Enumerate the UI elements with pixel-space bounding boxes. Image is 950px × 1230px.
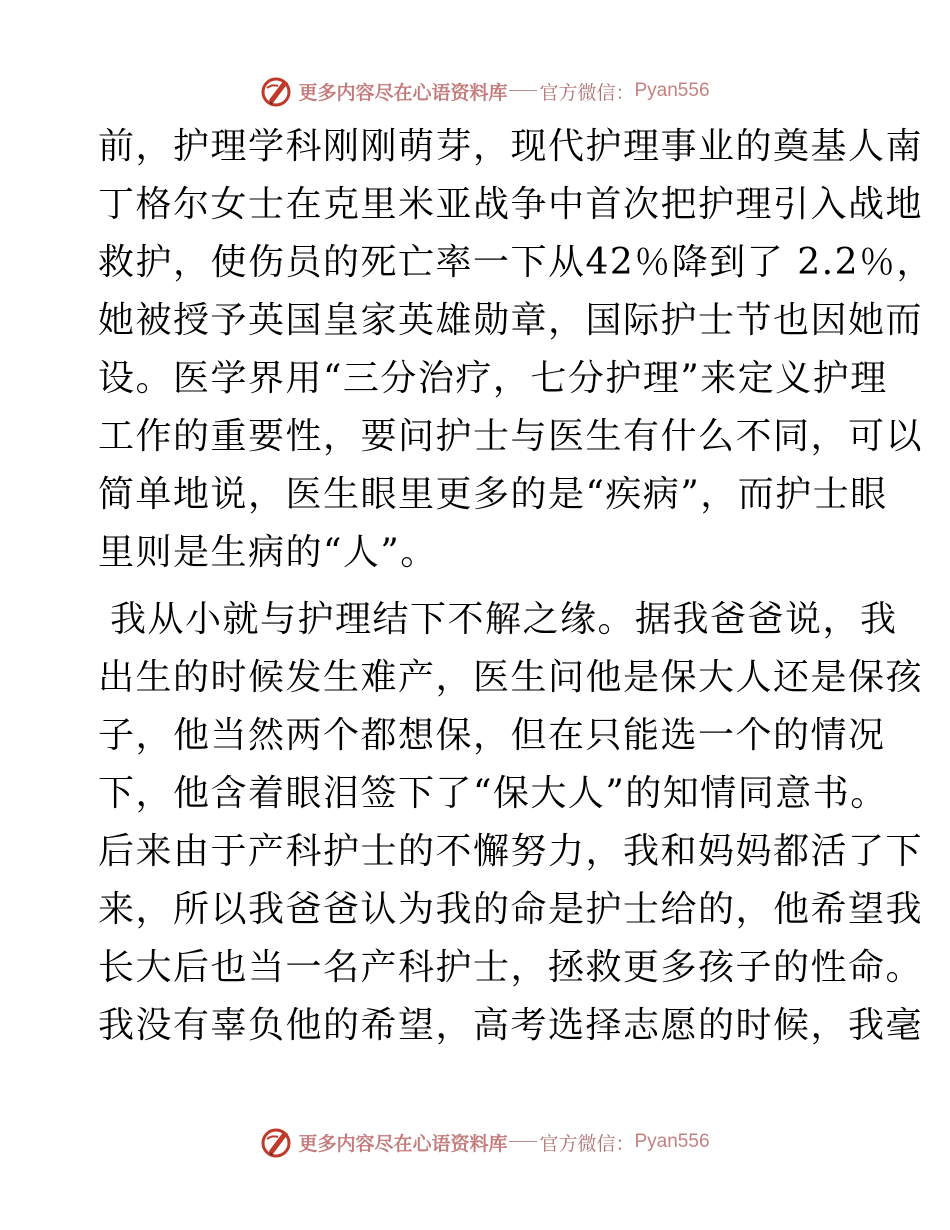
text-line: 里则是生病的“人”。 xyxy=(98,532,438,573)
text-line: 工作的重要性，要问护士与医生有什么不同，可以 xyxy=(98,416,924,457)
text-line: 我没有辜负他的希望，高考选择志愿的时候，我毫 xyxy=(98,1005,924,1046)
text-line: 长大后也当一名产科护士，拯救更多孩子的性命。 xyxy=(98,947,924,988)
paragraph-2 xyxy=(98,591,924,1055)
header-banner-inner xyxy=(260,74,709,108)
text-line: 出生的时候发生难产，医生问他是保大人还是保孩 xyxy=(98,657,924,698)
pen-logo-icon xyxy=(260,74,294,108)
footer-title: 更多内容尽在心语资料库 xyxy=(298,1132,508,1155)
header-wechat-id: Pyan556 xyxy=(634,80,710,101)
header-banner xyxy=(0,71,950,111)
footer-dash xyxy=(509,1141,537,1142)
paragraph-1 xyxy=(98,118,935,582)
text-line: 来，所以我爸爸认为我的命是护士给的，他希望我 xyxy=(98,889,924,930)
footer-wechat-label: 官方微信： xyxy=(539,1132,635,1155)
text-line: 简单地说，医生眼里更多的是“疾病”，而护士眼 xyxy=(98,474,888,515)
text-line: 丁格尔女士在克里米亚战争中首次把护理引入战地 xyxy=(98,184,924,225)
text-line: 下，他含着眼泪签下了“保大人”的知情同意书。 xyxy=(98,773,888,814)
footer-banner-inner xyxy=(260,1125,709,1159)
text-line: 前，护理学科刚刚萌芽，现代护理事业的奠基人南 xyxy=(98,126,924,167)
text-line: 我从小就与护理结下不解之缘。据我爸爸说，我 xyxy=(110,599,898,640)
text-line: 救护，使伤员的死亡率一下从42％降到了 2.2％， xyxy=(98,242,935,283)
pen-logo-icon xyxy=(260,1125,294,1159)
text-line: 她被授予英国皇家英雄勋章，国际护士节也因她而 xyxy=(98,300,924,341)
header-dash xyxy=(509,90,537,91)
text-line: 子，他当然两个都想保，但在只能选一个的情况 xyxy=(98,715,886,756)
document-body xyxy=(98,118,935,1055)
text-line: 设。医学界用“三分治疗，七分护理”来定义护理 xyxy=(98,358,888,399)
header-title: 更多内容尽在心语资料库 xyxy=(298,81,508,104)
text-line: 后来由于产科护士的不懈努力，我和妈妈都活了下 xyxy=(98,831,924,872)
footer-banner xyxy=(0,1122,950,1162)
header-wechat-label: 官方微信： xyxy=(539,81,635,104)
footer-wechat-id: Pyan556 xyxy=(634,1131,710,1152)
